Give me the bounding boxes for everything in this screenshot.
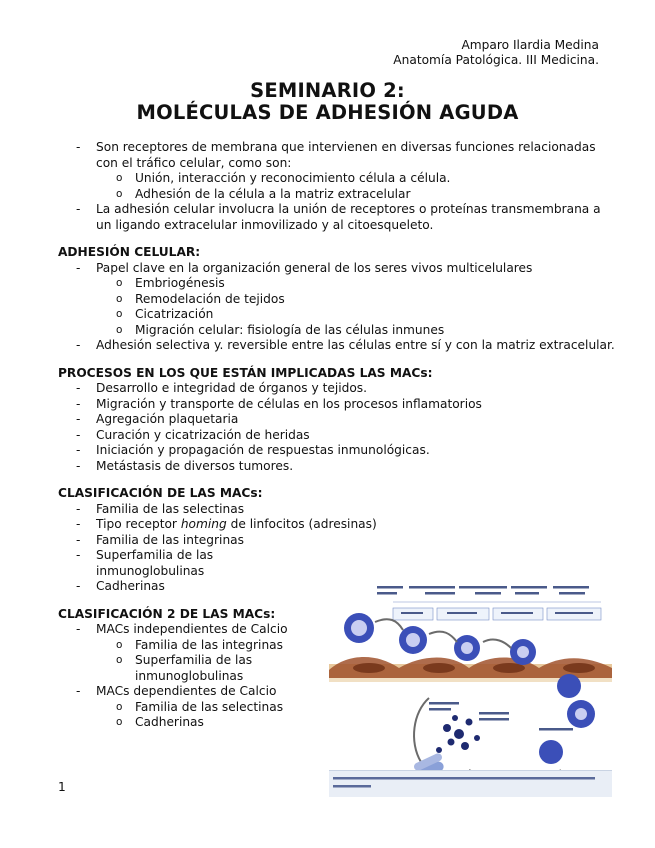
list-item: o Familia de las selectinas [58,700,618,716]
title-line-1: SEMINARIO 2: [250,79,405,102]
adhesion-sublist [96,276,618,338]
course-name: Anatomía Patológica. III Medicina. [393,53,599,67]
figure-labels [429,702,573,731]
adhesion-list [58,261,618,354]
title-line-2: MOLÉCULAS DE ADHESIÓN AGUDA [136,101,519,124]
intro-sublist [96,171,618,202]
figure-stage-header [377,586,601,620]
intro-item-1: Son receptores de membrana que intervienen en diversas funciones relacionadas con el tráfico celular, como son: [96,140,596,170]
chemokine-cluster [436,715,480,753]
author-name: Amparo Ilardia Medina [461,38,599,52]
list-item [58,261,618,339]
list-item: o Unión, interacción y reconocimiento célula a célula. [58,171,618,187]
list-item: - Agregación plaquetaria [58,412,618,428]
list-item: o Remodelación de tejidos [58,292,618,308]
section-heading-procesos: PROCESOS EN LOS QUE ESTÁN IMPLICADAS LAS MACs: [58,365,433,380]
list-item: - Familia de las selectinas [58,502,618,518]
list-item: - Cadherinas [58,579,618,595]
list-item: o Migración celular: fisiología de las células inmunes [58,323,618,339]
page-number: 1 [58,780,66,794]
document-header [393,38,599,68]
clasificacion-list [58,502,618,595]
procesos-list [58,381,618,474]
list-item: - Desarrollo e integridad de órganos y tejidos. [58,381,618,397]
clasificacion2-item-1: MACs independientes de Calcio [96,622,288,636]
list-item: - Familia de las integrinas [58,533,618,549]
text-run: de linfocitos (adresinas) [226,517,377,531]
list-item [58,517,618,533]
list-item: o Superfamilia de las inmunoglobulinas [58,653,335,684]
list-item: o Cadherinas [58,715,618,731]
list-item: - La adhesión celular involucra la unión de receptores o proteínas transmembrana a un ligando extracelular inmovilizado y al citoesqueleto. [58,202,618,233]
list-item: o Embriogénesis [58,276,618,292]
leukocyte-adhesion-figure [329,582,612,794]
emphasis-text: homing [180,517,227,531]
list-item: o Familia de las integrinas [58,638,618,654]
list-item: - Iniciación y propagación de respuestas inmunológicas. [58,443,618,459]
section-heading-adhesion: ADHESIÓN CELULAR: [58,245,201,259]
section-heading-clasificacion-2: CLASIFICACIÓN 2 DE LAS MACs: [58,606,276,621]
list-item: - Adhesión selectiva y. reversible entre las células entre sí y con la matriz extracelular. [58,338,618,354]
section-heading-clasificacion: CLASIFICACIÓN DE LAS MACs: [58,486,263,500]
page-title [0,80,655,124]
leukocyte-cells [344,613,595,764]
list-item: o Adhesión de la célula a la matriz extracelular [58,187,618,203]
list-item: o Cicatrización [58,307,618,323]
list-item [58,140,618,202]
adhesion-item-1: Papel clave en la organización general de los seres vivos multicelulares [96,260,533,275]
list-item: - Migración y transporte de células en los procesos inflamatorios [58,397,618,413]
list-item: - Superfamilia de las inmunoglobulinas [58,548,296,579]
intro-list [58,140,618,233]
list-item: - Metástasis de diversos tumores. [58,459,618,475]
figure-caption-strip [329,770,612,797]
clasificacion2-item-2: MACs dependientes de Calcio [96,684,277,698]
figure-caption-text [329,771,612,797]
list-item: - Curación y cicatrización de heridas [58,428,618,444]
text-run: Tipo receptor [96,517,181,531]
